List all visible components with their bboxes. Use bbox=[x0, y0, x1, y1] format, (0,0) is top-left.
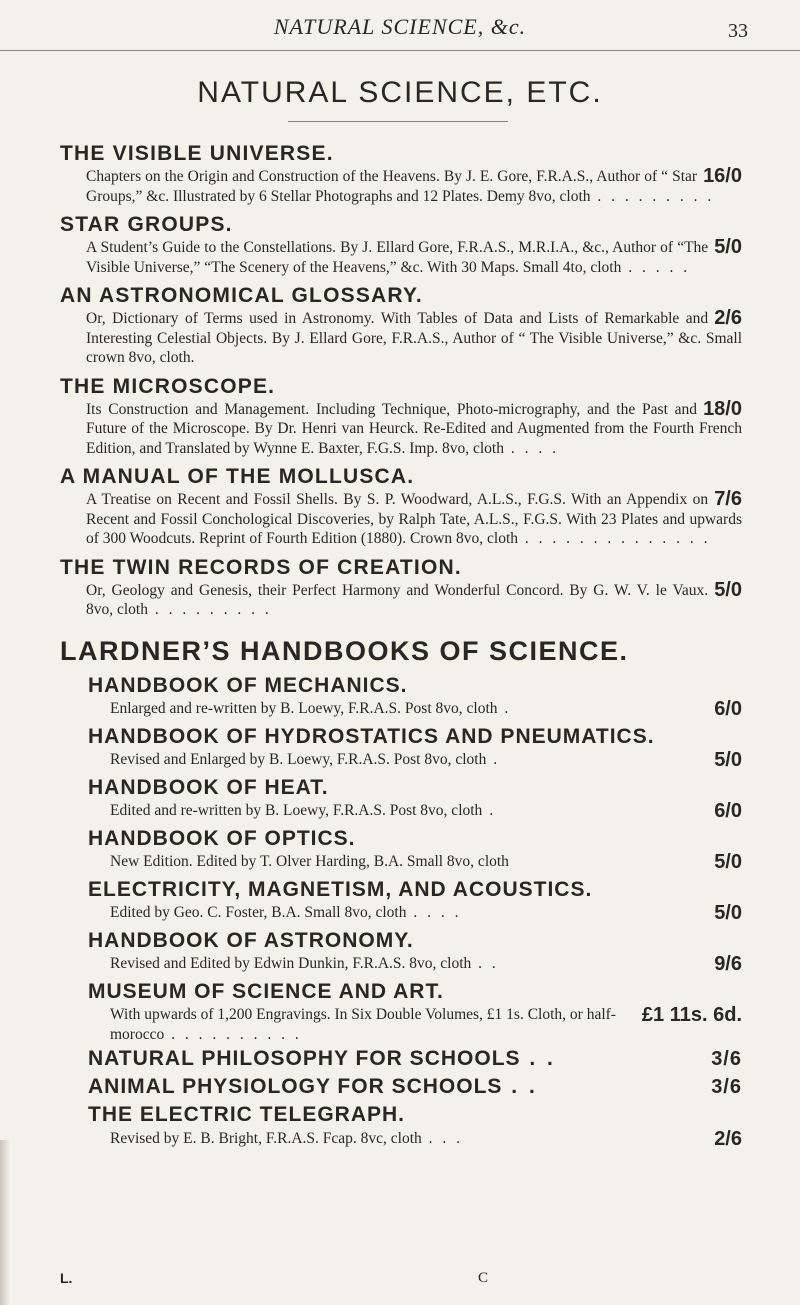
entry-description: 2/6 Revised by E. B. Bright, F.R.A.S. Fcap. 8vc, cloth . . . bbox=[110, 1127, 742, 1150]
entry-title: ANIMAL PHYSIOLOGY FOR SCHOOLS bbox=[88, 1074, 503, 1098]
entry-description: 18/0 Its Construction and Management. Including Technique, Photo-micrography, and the Past and Future of the Microscope. By Dr. Henri van Heurck. Re-Edited and Augmented from the Fourth French Edition, and Translated by Wynne E. Baxter, F.G.S. Imp. 8vo, cloth . . . . bbox=[86, 397, 742, 457]
entry-description: 9/6 Revised and Edited by Edwin Dunkin, F.R.A.S. 8vo, cloth . . bbox=[110, 952, 742, 975]
entry-price: 2/6 bbox=[714, 307, 742, 329]
entry-price: 3/6 bbox=[711, 1047, 742, 1070]
entry-price: £1 11s. 6d. bbox=[641, 1003, 742, 1026]
header-rule bbox=[0, 50, 800, 51]
entry-description: 2/6 Or, Dictionary of Terms used in Astronomy. With Tables of Data and Lists of Remarkable and Interesting Celestial Objects. By J. Ellard Gore, F.R.A.S., Author of “ The Visible Universe,” &c. Small crown 8vo, cloth. bbox=[86, 307, 742, 366]
entry-price: 5/0 bbox=[714, 850, 742, 873]
page-title: NATURAL SCIENCE, ETC. bbox=[197, 76, 603, 109]
handbook-entry bbox=[88, 825, 742, 872]
entry-price: 3/6 bbox=[711, 1075, 742, 1098]
handbook-entry bbox=[88, 672, 742, 719]
entry-price: 5/0 bbox=[714, 901, 742, 924]
entry-title: NATURAL PHILOSOPHY FOR SCHOOLS bbox=[88, 1046, 521, 1070]
page-edge-shadow bbox=[0, 1140, 10, 1305]
book-entry bbox=[60, 141, 742, 206]
signature-left: L. bbox=[60, 1270, 73, 1286]
entry-title: THE VISIBLE UNIVERSE. bbox=[60, 142, 334, 165]
entry-title: THE TWIN RECORDS OF CREATION. bbox=[60, 555, 462, 579]
entry-price: 18/0 bbox=[703, 397, 742, 420]
entry-title: HANDBOOK OF OPTICS. bbox=[88, 826, 356, 850]
title-rule bbox=[288, 121, 508, 122]
entry-title: THE MICROSCOPE. bbox=[60, 374, 276, 398]
entry-title: HANDBOOK OF ASTRONOMY. bbox=[88, 928, 414, 952]
book-list bbox=[60, 135, 742, 1149]
entry-title: AN ASTRONOMICAL GLOSSARY. bbox=[60, 284, 423, 307]
lardner-handbooks bbox=[60, 672, 742, 1045]
entry-price: 5/0 bbox=[714, 578, 742, 601]
entry-price: 6/0 bbox=[714, 697, 742, 720]
entry-title: MUSEUM OF SCIENCE AND ART. bbox=[88, 979, 444, 1003]
book-entry bbox=[60, 374, 742, 459]
entry-description: 5/0 Or, Geology and Genesis, their Perfect Harmony and Wonderful Concord. By G. W. V. le Vaux. 8vo, cloth . . . . . . . . . bbox=[86, 578, 742, 618]
school-titles bbox=[60, 1045, 742, 1101]
entry-description: 16/0 Chapters on the Origin and Construction of the Heavens. By J. E. Gore, F.R.A.S., Author of “ Star Groups,” &c. Illustrated by 6 Stellar Photographs and 12 Plates. Demy 8vo, cloth . . . . . . . . . bbox=[86, 165, 742, 205]
entry-description: 6/0 Enlarged and re-written by B. Loewy, F.R.A.S. Post 8vo, cloth . bbox=[110, 697, 742, 720]
entry-description: 5/0 New Edition. Edited by T. Olver Harding, B.A. Small 8vo, cloth bbox=[110, 850, 742, 873]
book-entry bbox=[60, 212, 742, 277]
entry-title: A MANUAL OF THE MOLLUSCA. bbox=[60, 465, 415, 488]
entry-description: 6/0 Edited and re-written by B. Loewy, F.R.A.S. Post 8vo, cloth . bbox=[110, 799, 742, 822]
telegraph-entry bbox=[60, 1101, 742, 1149]
book-entries bbox=[60, 141, 742, 620]
handbook-entry bbox=[88, 978, 742, 1045]
entry-title: HANDBOOK OF HYDROSTATICS AND PNEUMATICS. bbox=[88, 724, 655, 748]
running-head: NATURAL SCIENCE, &c. bbox=[273, 14, 527, 39]
book-entry bbox=[60, 555, 742, 620]
section-title-lardner: LARDNER’S HANDBOOKS OF SCIENCE. bbox=[60, 635, 629, 666]
entry-description: 7/6 A Treatise on Recent and Fossil Shells. By S. P. Woodward, A.L.S., F.G.S. With an Appendix on Recent and Fossil Conchological Discoveries, by Ralph Tate, A.L.S., F.G.S. With 23 Plates and upwards of 300 Woodcuts. Reprint of Fourth Edition (1880). Crown 8vo, cloth . . . . . . . . . . . . . . bbox=[86, 488, 742, 547]
handbook-entry bbox=[88, 876, 742, 923]
handbook-entry bbox=[88, 723, 742, 770]
book-entry bbox=[60, 283, 742, 368]
entry-title: ELECTRICITY, MAGNETISM, AND ACOUSTICS. bbox=[88, 877, 593, 901]
entry-description: 5/0 A Student’s Guide to the Constellations. By J. Ellard Gore, F.R.A.S., M.R.I.A., &c., Author of “The Visible Universe,” “The Scenery of the Heavens,” &c. With 30 Maps. Small 4to, cloth . . . . . bbox=[86, 236, 742, 276]
entry-description: 5/0 Edited by Geo. C. Foster, B.A. Small 8vo, cloth . . . . bbox=[110, 901, 742, 924]
signature-mark: C bbox=[478, 1270, 489, 1286]
entry-price: 6/0 bbox=[714, 799, 742, 822]
entry-price: 7/6 bbox=[714, 488, 742, 510]
handbook-entry bbox=[88, 774, 742, 821]
book-entry bbox=[60, 464, 742, 549]
entry-title: HANDBOOK OF MECHANICS. bbox=[88, 673, 408, 697]
entry-title: THE ELECTRIC TELEGRAPH. bbox=[88, 1102, 406, 1126]
entry-title: STAR GROUPS. bbox=[60, 213, 233, 236]
entry-price: 5/0 bbox=[714, 748, 742, 771]
entry-description: 5/0 Revised and Enlarged by B. Loewy, F.R.A.S. Post 8vo, cloth . bbox=[110, 748, 742, 771]
entry-price: 16/0 bbox=[703, 165, 742, 187]
school-title-row: 3/6 ANIMAL PHYSIOLOGY FOR SCHOOLS . . bbox=[88, 1073, 742, 1101]
handbook-entry bbox=[88, 927, 742, 974]
entry-description: £1 11s. 6d. With upwards of 1,200 Engravings. In Six Double Volumes, £1 1s. Cloth, or half-morocco . . . . . . . . . . bbox=[110, 1003, 742, 1043]
entry-title: HANDBOOK OF HEAT. bbox=[88, 775, 329, 799]
entry-price: 2/6 bbox=[714, 1127, 742, 1150]
entry-price: 5/0 bbox=[714, 236, 742, 258]
page-number: 33 bbox=[728, 20, 748, 42]
entry-price: 9/6 bbox=[714, 952, 742, 975]
school-title-row: 3/6 NATURAL PHILOSOPHY FOR SCHOOLS . . bbox=[88, 1045, 742, 1073]
